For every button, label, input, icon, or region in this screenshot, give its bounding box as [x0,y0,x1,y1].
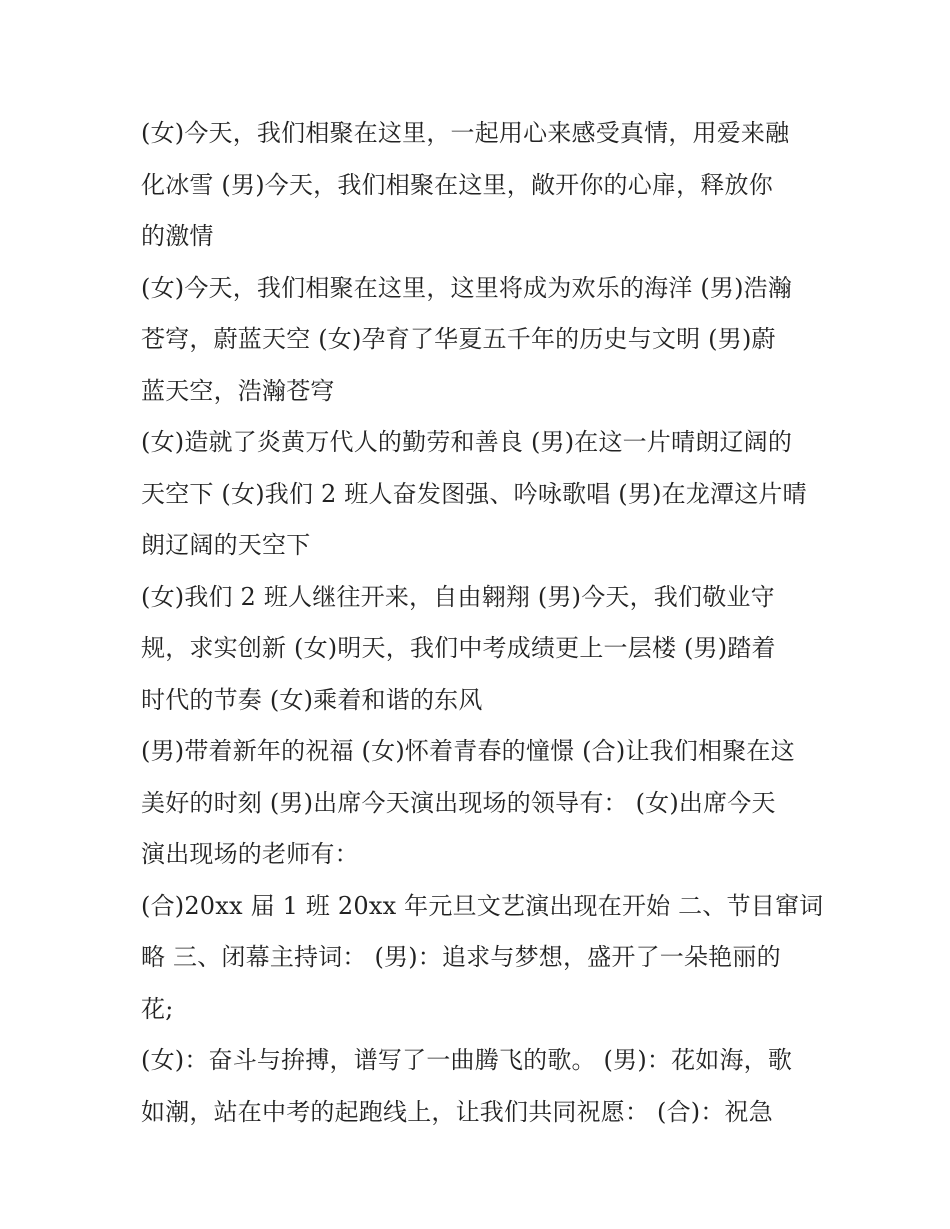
text-line: (女)造就了炎黄万代人的勤劳和善良 (男)在这一片晴朗辽阔的 [141,428,793,456]
text-line: 的激情 [141,222,214,250]
text-line: 略 三、闭幕主持词： (男)：追求与梦想，盛开了一朵艳丽的 [141,943,781,971]
text-line: 规，求实创新 (女)明天，我们中考成绩更上一层楼 (男)踏着 [141,634,776,662]
text-line: 时代的节奏 (女)乘着和谐的东风 [141,685,483,714]
text-line: 蓝天空，浩瀚苍穹 [141,376,335,405]
text-line: 演出现场的老师有： [141,840,359,868]
text-line: (女)：奋斗与拚搏，谱写了一曲腾飞的歌。 (男)：花如海，歌 [141,1046,793,1074]
text-line: 朗辽阔的天空下 [141,531,311,559]
text-line: 苍穹，蔚蓝天空 (女)孕育了华夏五千年的历史与文明 (男)蔚 [141,325,776,353]
text-line: 美好的时刻 (男)出席今天演出现场的领导有： (女)出席今天 [141,788,776,817]
text-line: (女)今天，我们相聚在这里，一起用心来感受真情，用爱来融 [141,119,790,147]
text-line: 如潮，站在中考的起跑线上，让我们共同祝愿： (合)：祝急 [141,1097,773,1126]
text-line: (合)20xx 届 1 班 20xx 年元旦文艺演出现在开始 二、节目窜词 [141,891,824,920]
text-line: (女)今天，我们相聚在这里，这里将成为欢乐的海洋 (男)浩瀚 [141,273,793,302]
text-line: 天空下 (女)我们 2 班人奋发图强、吟咏歌唱 (男)在龙潭这片晴 [141,479,807,508]
text-line: 花; [141,994,174,1023]
document-body [141,108,824,1138]
text-line: 化冰雪 (男)今天，我们相聚在这里，敞开你的心扉，释放你 [141,170,773,199]
text-line: (男)带着新年的祝福 (女)怀着青春的憧憬 (合)让我们相聚在这 [141,737,795,765]
text-line: (女)我们 2 班人继往开来，自由翱翔 (男)今天，我们敬业守 [141,582,775,611]
